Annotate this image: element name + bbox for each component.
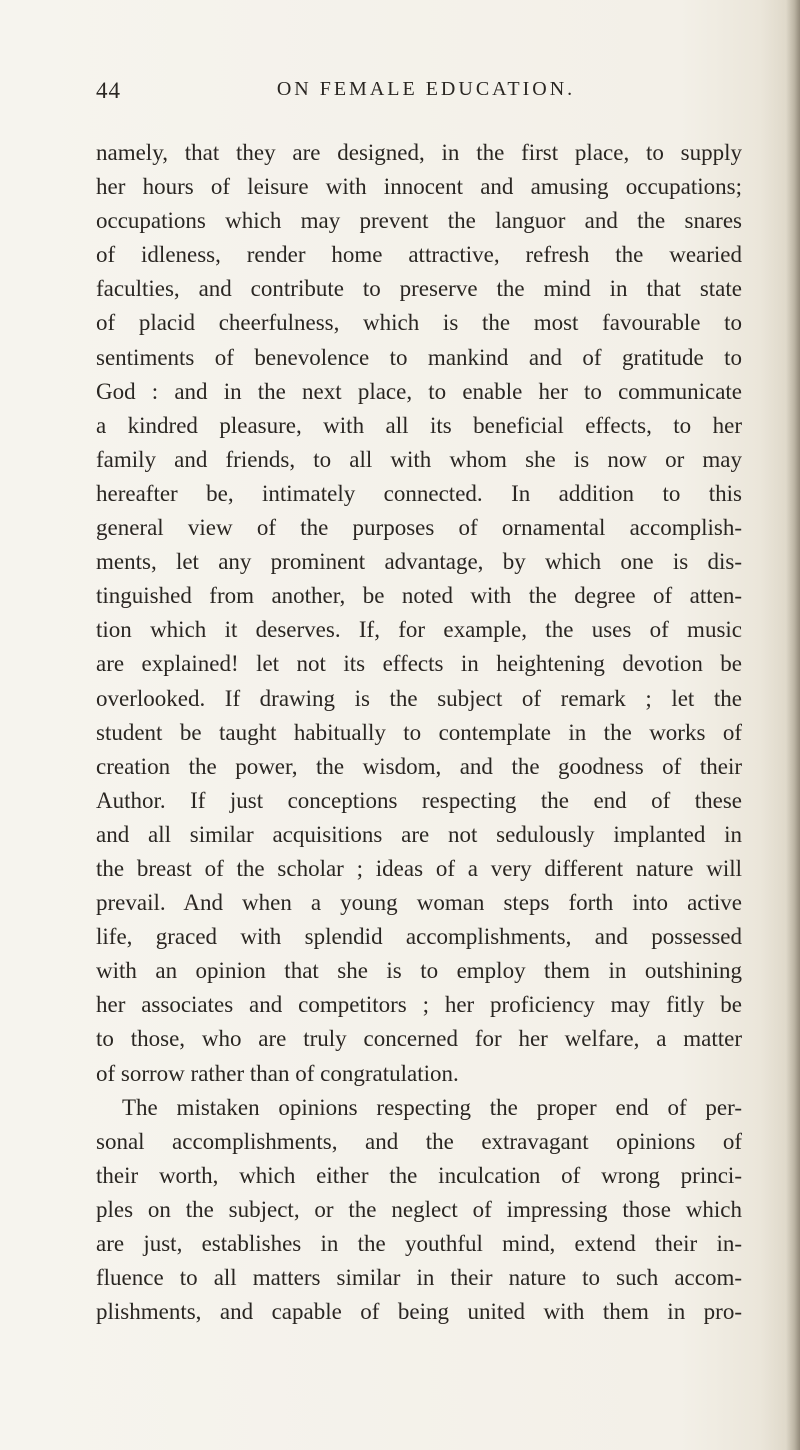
- text-line: faculties, and contribute to preserve the mind in that state: [96, 276, 742, 302]
- page-number: 44: [96, 78, 121, 103]
- text-line: student be taught habitually to contemplate in the works of: [96, 719, 742, 745]
- text-line: overlooked. If drawing is the subject of remark ; let the: [96, 685, 742, 711]
- text-line: tinguished from another, be noted with the degree of atten-: [96, 583, 742, 609]
- text-line: are just, establishes in the youthful mind, extend their in-: [96, 1231, 742, 1256]
- text-line: her hours of leisure with innocent and amusing occupations;: [96, 174, 742, 200]
- running-head: ON FEMALE EDUCATION.: [276, 78, 576, 100]
- text-line: plishments, and capable of being united with them in pro-: [96, 1299, 742, 1325]
- text-line: occupations which may prevent the languor and the snares: [96, 208, 742, 234]
- text-line: their worth, which either the inculcation of wrong princi-: [96, 1162, 742, 1188]
- text-line: sonal accomplishments, and the extravagant opinions of: [96, 1128, 742, 1154]
- text-line: sentiments of benevolence to mankind and of gratitude to: [96, 344, 742, 370]
- page-header: [96, 78, 736, 108]
- text-line: prevail. And when a young woman steps forth into active: [96, 890, 742, 916]
- paragraph-start-line: The mistaken opinions respecting the proper end of per-: [122, 1094, 742, 1120]
- text-line: ples on the subject, or the neglect of impressing those which: [96, 1196, 742, 1222]
- text-line: the breast of the scholar ; ideas of a very different nature will: [96, 855, 742, 881]
- text-line: Author. If just conceptions respecting the end of these: [96, 787, 742, 813]
- text-line: a kindred pleasure, with all its beneficial effects, to her: [96, 412, 742, 438]
- text-line: namely, that they are designed, in the first place, to supply: [96, 140, 742, 165]
- text-line: of placid cheerfulness, which is the most favourable to: [96, 310, 742, 336]
- text-line: are explained! let not its effects in heightening devotion be: [96, 651, 742, 677]
- text-line: and all similar acquisitions are not sedulously implanted in: [96, 821, 742, 847]
- text-line: family and friends, to all with whom she is now or may: [96, 446, 742, 472]
- text-line: creation the power, the wisdom, and the goodness of their: [96, 753, 742, 779]
- body-text: [96, 136, 742, 1329]
- text-line: tion which it deserves. If, for example, the uses of music: [96, 617, 742, 643]
- text-line: hereafter be, intimately connected. In addition to this: [96, 480, 742, 506]
- text-line: life, graced with splendid accomplishments, and possessed: [96, 924, 742, 950]
- text-line: of idleness, render home attractive, refresh the wearied: [96, 242, 742, 268]
- text-line: fluence to all matters similar in their nature to such accom-: [96, 1265, 742, 1291]
- text-line: with an opinion that she is to employ them in outshining: [96, 958, 742, 984]
- text-line: ments, let any prominent advantage, by which one is dis-: [96, 549, 742, 575]
- page-edge-shadow: [786, 0, 800, 1450]
- text-line: God : and in the next place, to enable her to communicate: [96, 378, 742, 404]
- text-line: to those, who are truly concerned for her welfare, a matter: [96, 1026, 742, 1052]
- text-line: her associates and competitors ; her proficiency may fitly be: [96, 992, 742, 1018]
- text-line: general view of the purposes of ornamental accomplish-: [96, 515, 742, 541]
- paragraph-end-line: of sorrow rather than of congratulation.: [96, 1060, 459, 1086]
